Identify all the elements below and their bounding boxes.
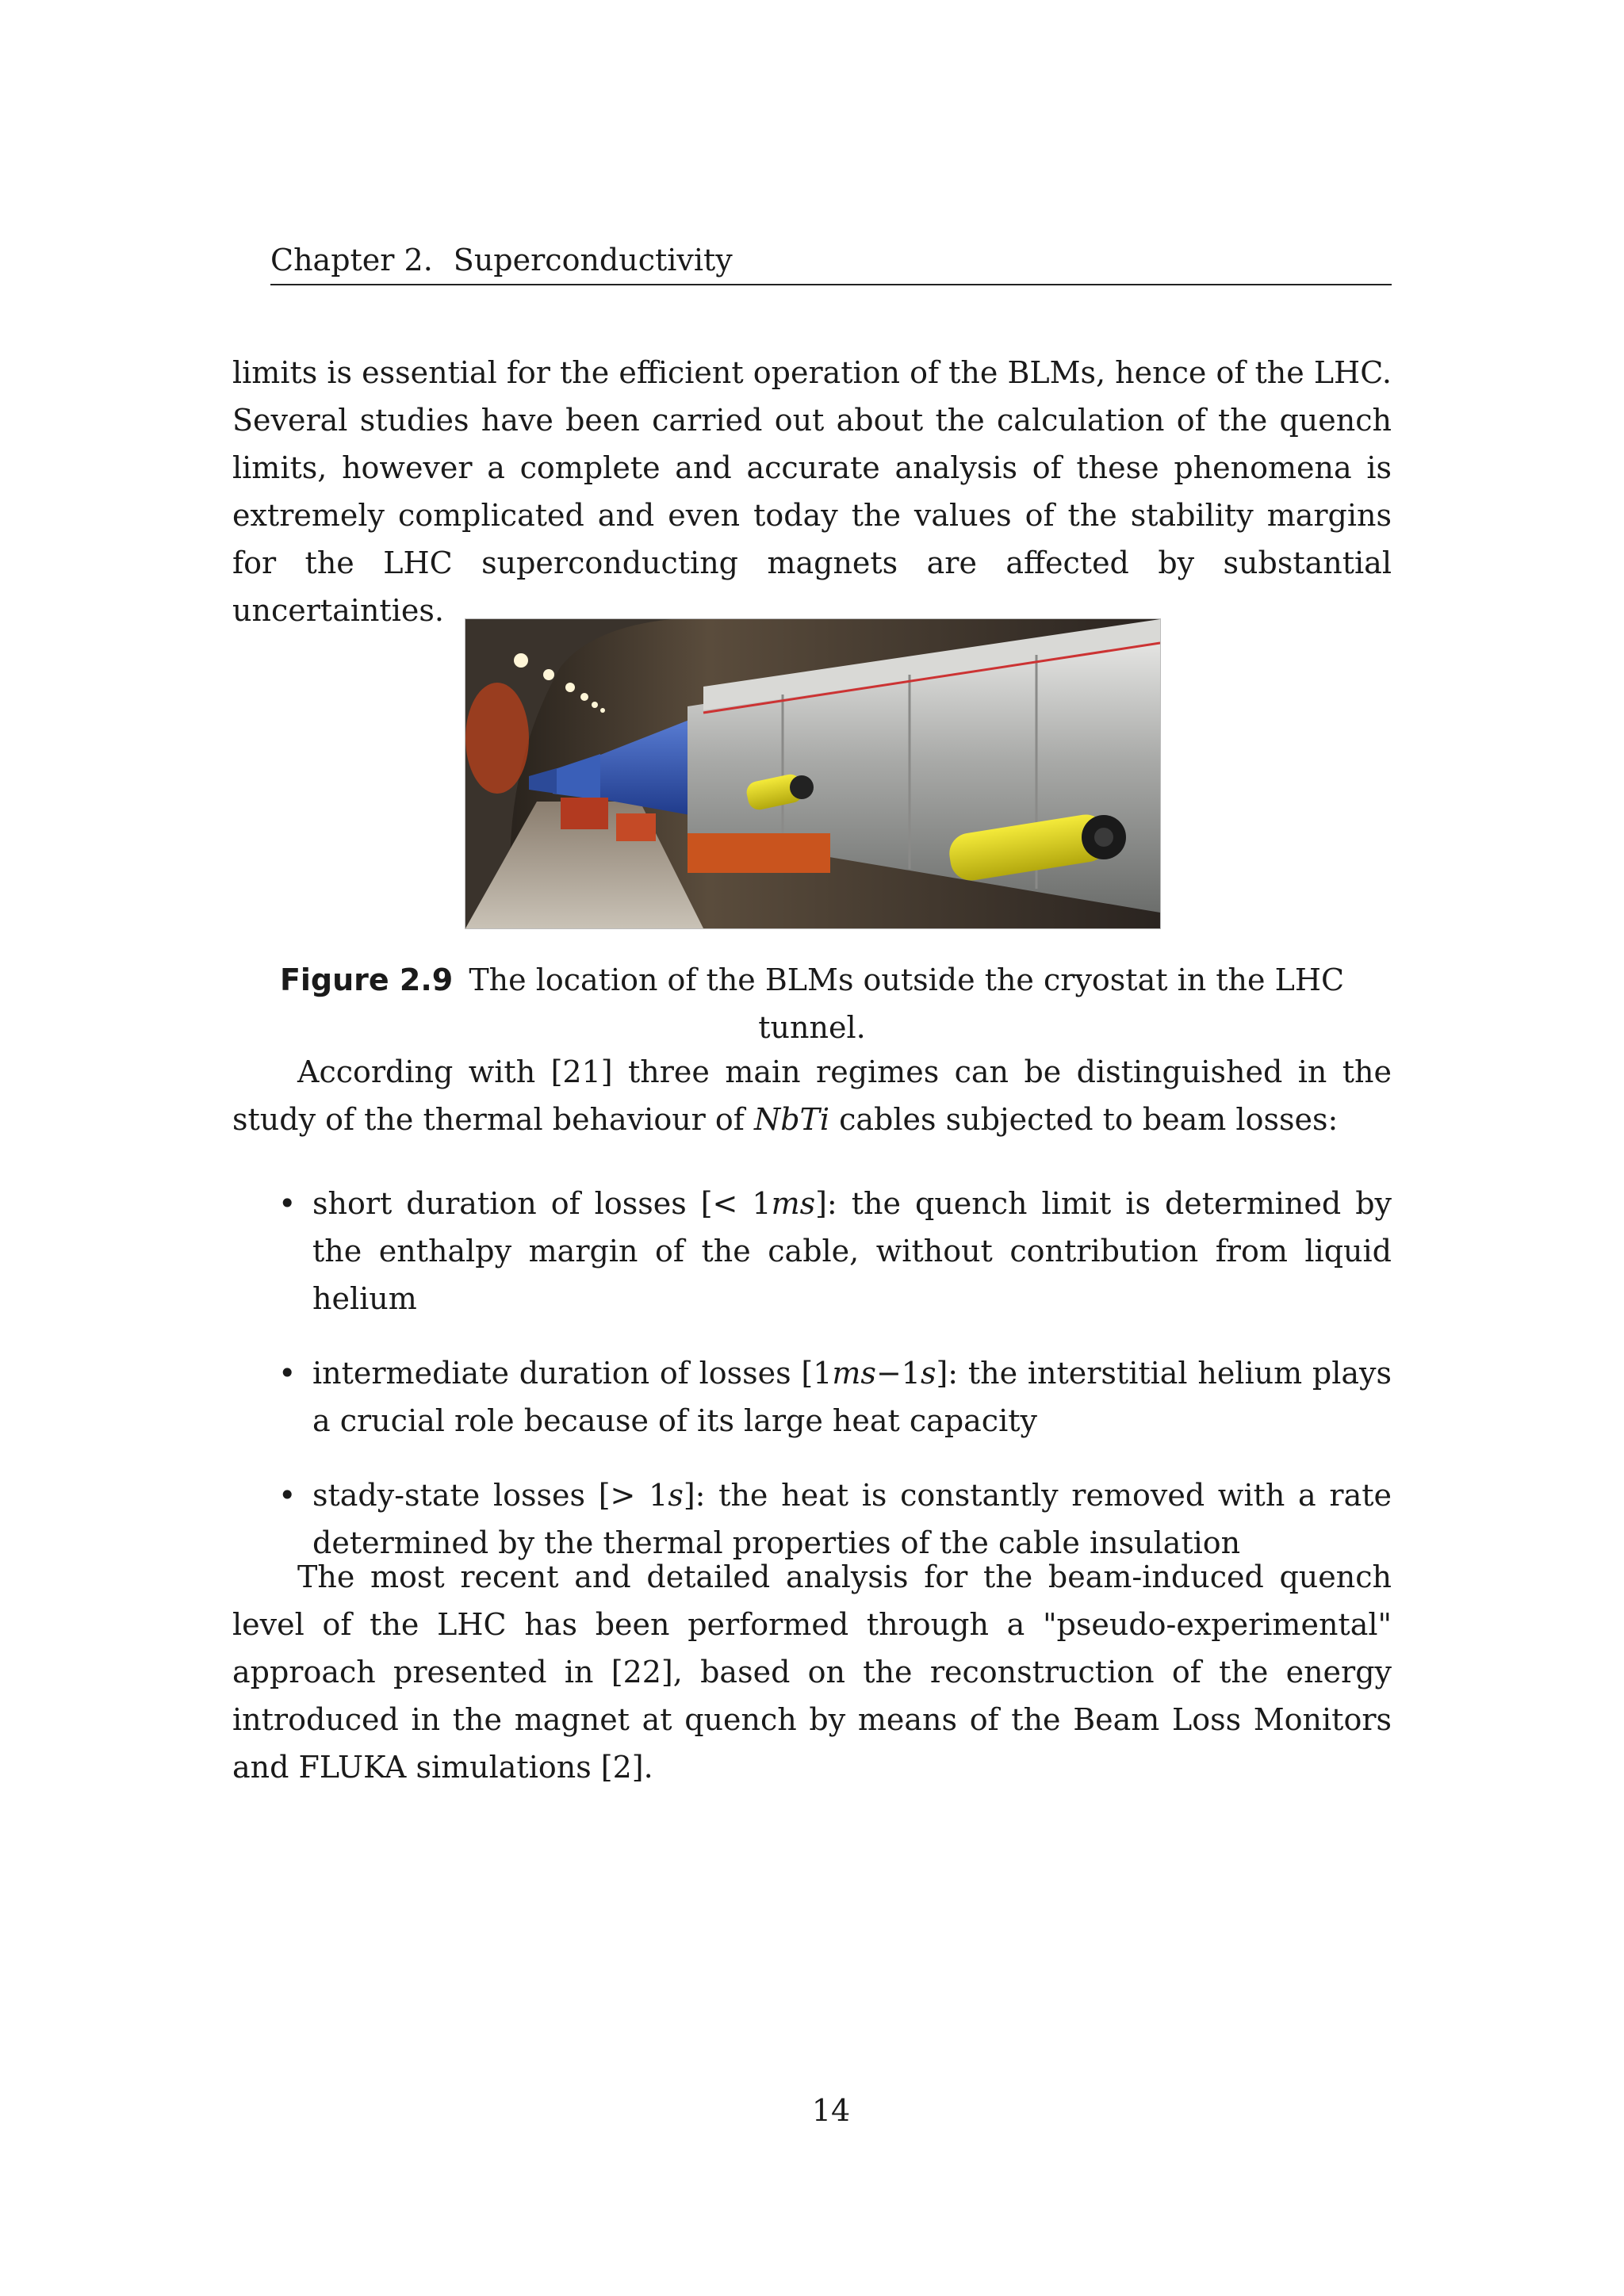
paragraph-regimes-text-1: According with [21] three main regimes can be distinguished in the study of the thermal behaviour of xyxy=(232,1054,1392,1137)
math-ms: ms xyxy=(771,1186,816,1221)
paragraph-regimes-text-2: cables subjected to beam losses: xyxy=(829,1102,1339,1137)
paragraph-intro: limits is essential for the efficient operation of the BLMs, hence of the LHC. Several studies have been carried out about the calculation of the quench limits, however a complete and accurate analysis of these phenomena is extremely complicated and even today the values of the stability margins for the LHC superconducting magnets are affected by substantial uncertainties. xyxy=(232,355,1392,628)
list-item-text: stady-state losses [> 1 xyxy=(312,1478,668,1513)
regime-list xyxy=(232,1180,1392,1594)
math-s: s xyxy=(920,1356,936,1391)
list-item-text: short duration of losses [< 1 xyxy=(312,1186,772,1221)
list-item-text: ]: the heat is constantly removed with a rate determined by the thermal properties of the cable insulation xyxy=(312,1478,1392,1560)
bullet-marker: • xyxy=(278,1478,297,1513)
paragraph-regimes xyxy=(232,1048,1392,1143)
figure-caption xyxy=(232,956,1392,1051)
list-item-text: −1 xyxy=(875,1356,921,1391)
chapter-number: Chapter 2. xyxy=(270,243,433,277)
math-nbti: NbTi xyxy=(753,1102,830,1137)
figure-caption-text: The location of the BLMs outside the cryostat in the LHC tunnel. xyxy=(469,962,1345,1045)
list-item-text: ]: the interstitial helium plays a crucial role because of its large heat capacity xyxy=(312,1356,1392,1438)
list-item-text: ]: the quench limit is determined by the enthalpy margin of the cable, without contribution from liquid helium xyxy=(312,1186,1392,1316)
bullet-marker: • xyxy=(278,1186,297,1221)
running-header xyxy=(270,238,1392,285)
page-number: 14 xyxy=(811,2093,851,2128)
list-item xyxy=(232,1180,1392,1322)
chapter-title: Superconductivity xyxy=(453,243,733,277)
bullet-marker: • xyxy=(278,1356,297,1391)
list-item xyxy=(232,1349,1392,1445)
lhc-tunnel-photo xyxy=(465,618,1161,929)
list-item xyxy=(232,1471,1392,1567)
list-item-text: intermediate duration of losses [1 xyxy=(312,1356,833,1391)
math-ms: ms xyxy=(832,1356,876,1391)
math-s: s xyxy=(668,1478,684,1513)
paragraph-analysis: The most recent and detailed analysis for the beam-induced quench level of the LHC has been performed through a "pseudo-experimental" approach presented in [22], based on the reconstruction of the energy introduced in the magnet at quench by means of the Beam Loss Monitors and FLUKA simulations [2]. xyxy=(232,1559,1392,1785)
figure-label: Figure 2.9 xyxy=(279,962,454,997)
tunnel-illustration xyxy=(465,619,1160,928)
